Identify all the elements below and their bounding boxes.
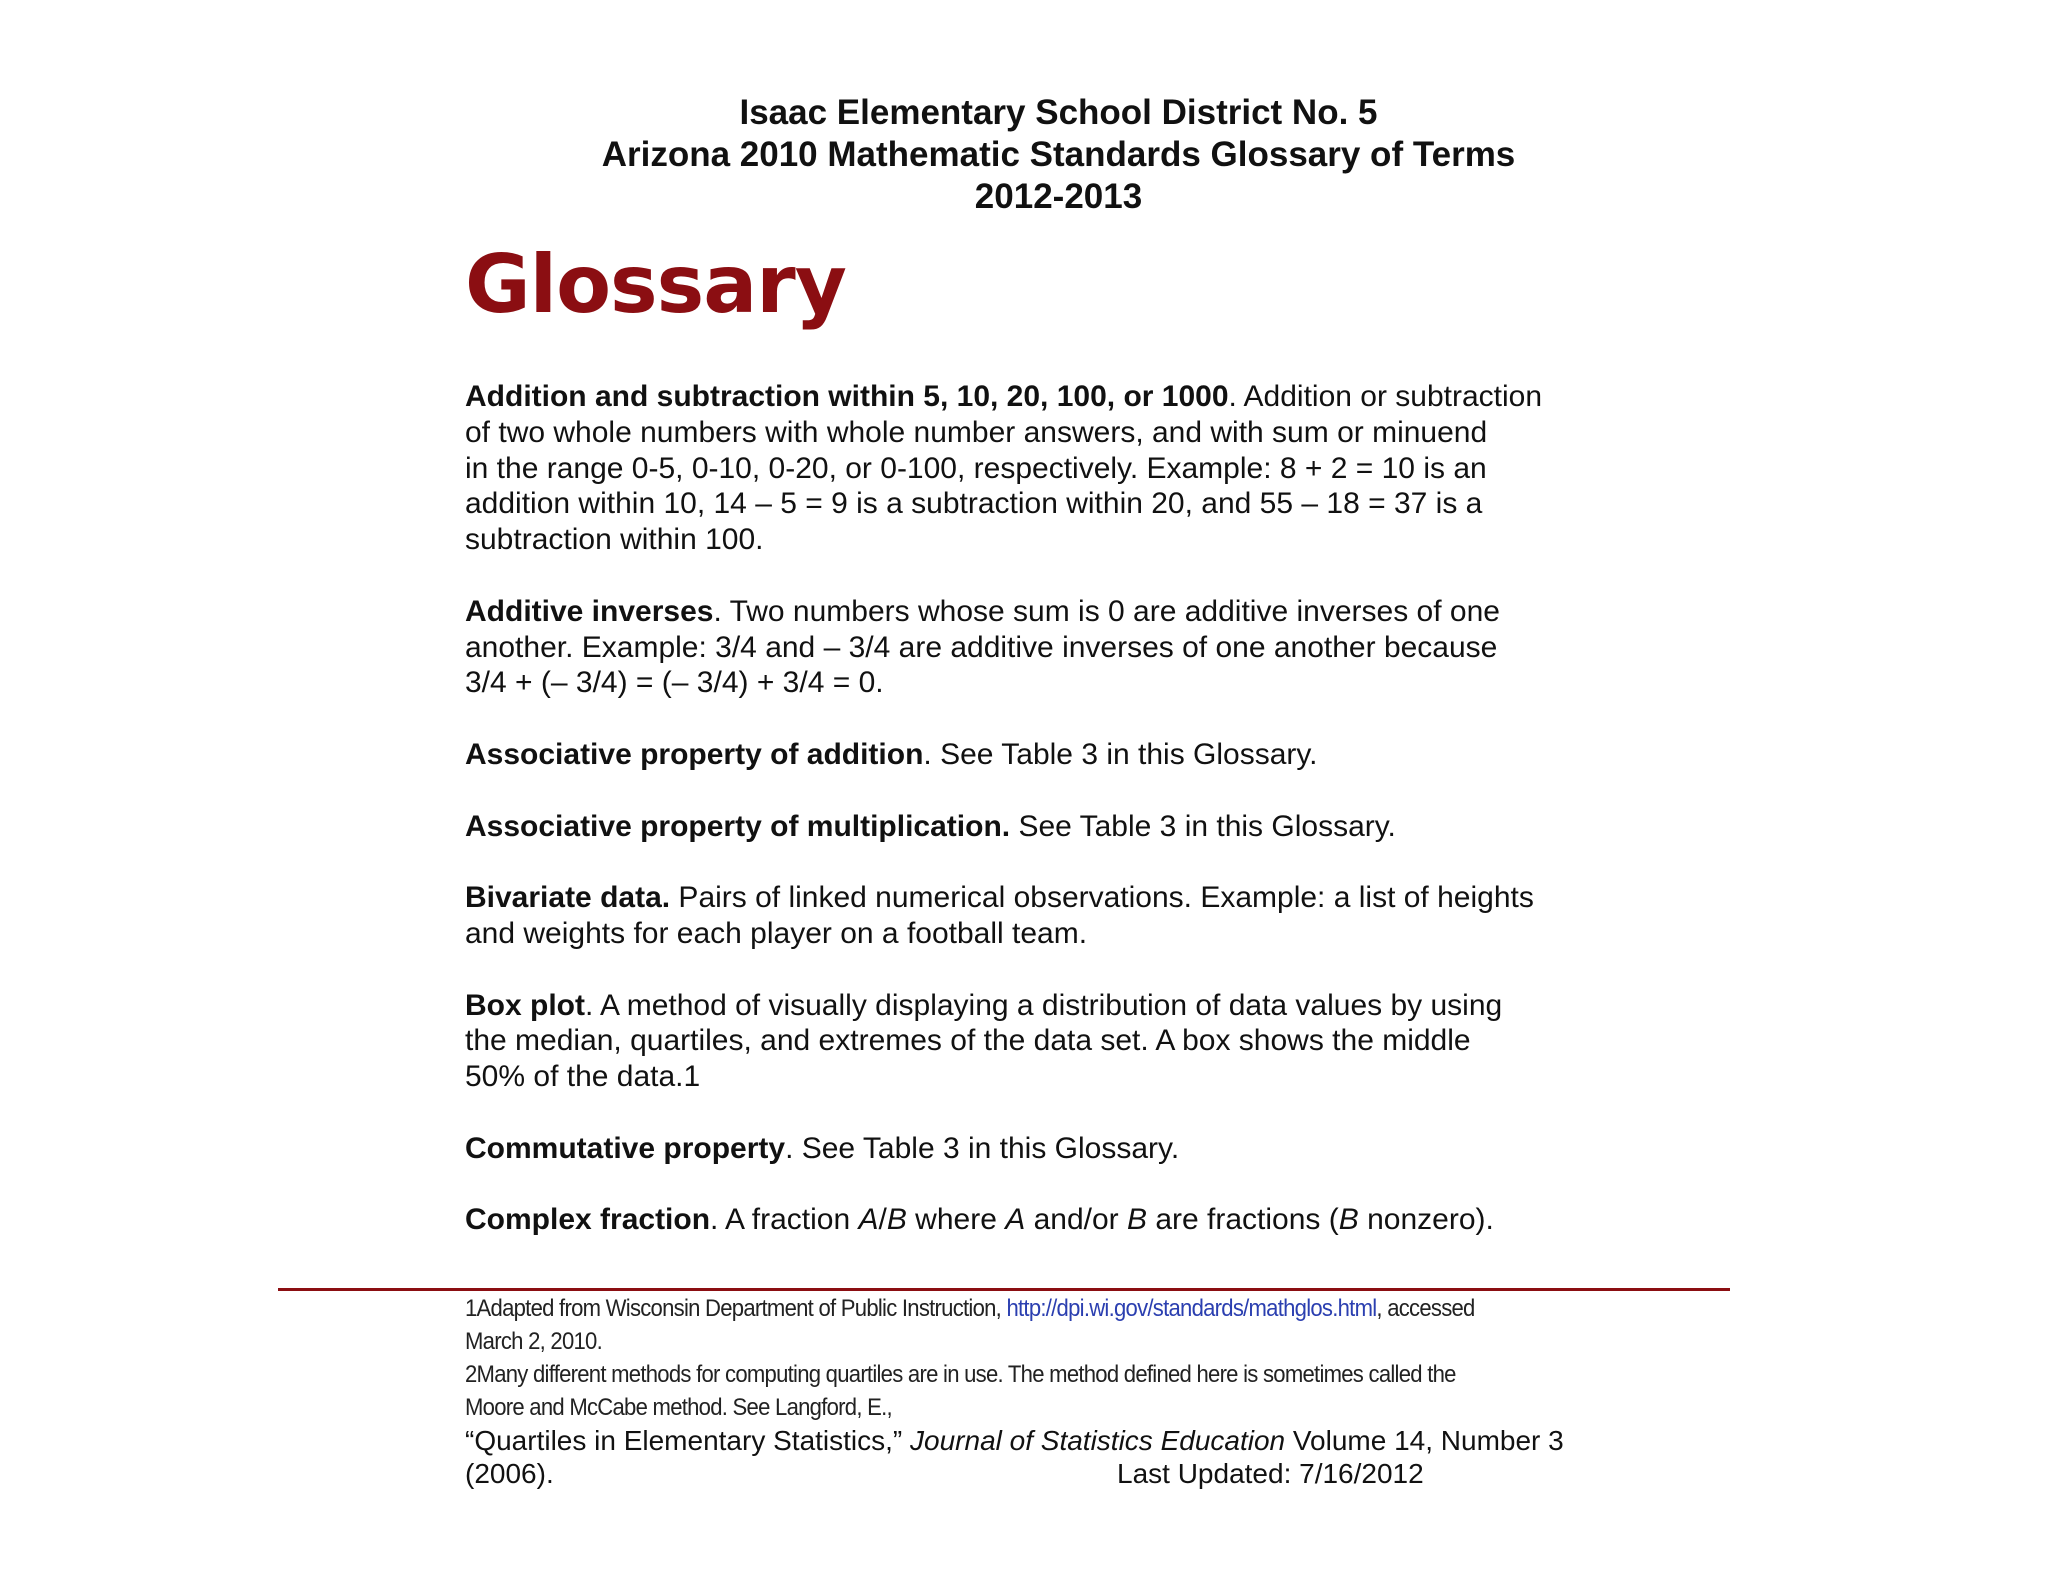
variable-b: B [886,1203,907,1237]
entry-complex-fraction [465,1202,1640,1238]
entry-text: subtraction within 100. [465,523,764,557]
entry-text: . See Table 3 in this Glossary. [923,737,1318,771]
page-title: Glossary [465,238,846,331]
entry-text: 50% of the data.1 [465,1060,701,1094]
entry-text: where [906,1203,1006,1237]
entry-text: another. Example: 3/4 and – 3/4 are additive inverses of one another because [465,630,1498,664]
footnote-link[interactable]: http://dpi.wi.gov/standards/mathglos.html [1006,1295,1377,1322]
glossary-entries [465,379,1640,1274]
footnote-divider [278,1288,1730,1291]
variable-a: A [858,1203,879,1237]
journal-title: Journal of Statistics Education [910,1425,1286,1456]
variable-b: B [1126,1203,1147,1237]
entry-term: Bivariate data. [465,881,671,915]
entry-text: See Table 3 in this Glossary. [1010,809,1396,843]
entry-text: are fractions ( [1147,1203,1339,1237]
entry-text: in the range 0-5, 0-10, 0-20, or 0-100, respectively. Example: 8 + 2 = 10 is an [465,451,1487,485]
entry-associative-addition [465,737,1640,773]
document-header [0,92,2048,218]
entry-text: / [878,1203,887,1237]
footnote-text: 2Many different methods for computing quartiles are in use. The method defined here is sometimes called the [465,1361,1456,1388]
entry-addition-subtraction [465,379,1640,558]
entry-term: Complex fraction [465,1203,711,1237]
school-year: 2012-2013 [974,177,1143,216]
district-name: Isaac Elementary School District No. 5 [739,93,1378,132]
entry-text: . Two numbers whose sum is 0 are additive inverses of one [713,594,1500,628]
footnote-2 [465,1358,1652,1424]
entry-term: Addition and subtraction within 5, 10, 20, 100, or 1000 [465,380,1229,413]
document-subtitle: Arizona 2010 Mathematic Standards Glossary of Terms [601,135,1516,174]
citation-year: (2006). [465,1458,554,1489]
variable-b: B [1338,1203,1359,1237]
footnote-text: March 2, 2010. [465,1328,602,1355]
entry-commutative-property [465,1131,1640,1167]
entry-text: 3/4 + (– 3/4) = (– 3/4) + 3/4 = 0. [465,666,884,700]
entry-term: Box plot [465,988,585,1022]
variable-a: A [1005,1203,1026,1237]
footnote-1 [465,1292,1652,1358]
entry-text: . See Table 3 in this Glossary. [785,1131,1180,1165]
entry-text: Pairs of linked numerical observations. Example: a list of heights [670,881,1534,915]
entry-text: . Addition or subtraction [1228,380,1543,413]
entry-text: nonzero). [1358,1203,1494,1237]
last-updated: Last Updated: 7/16/2012 [1117,1458,1424,1489]
entry-additive-inverses [465,594,1640,701]
entry-term: Associative property of multiplication. [465,809,1011,843]
entry-bivariate-data [465,880,1640,952]
footnote-text: , accessed [1376,1295,1475,1322]
footnote-text: Volume 14, Number 3 [1285,1425,1564,1456]
entry-text: and/or [1025,1203,1127,1237]
footnotes [465,1292,1665,1490]
entry-text: of two whole numbers with whole number answers, and with sum or minuend [465,415,1488,449]
entry-term: Additive inverses [465,594,714,628]
entry-term: Associative property of addition [465,737,924,771]
entry-text: addition within 10, 14 – 5 = 9 is a subtraction within 20, and 55 – 18 = 37 is a [465,487,1483,521]
entry-text: and weights for each player on a football team. [465,916,1088,950]
footnote-text: Moore and McCabe method. See Langford, E., [465,1394,892,1421]
footnote-text: “Quartiles in Elementary Statistics,” [465,1425,911,1456]
entry-box-plot [465,988,1640,1095]
entry-associative-multiplication [465,809,1640,845]
entry-text: . A fraction [710,1203,859,1237]
entry-text: the median, quartiles, and extremes of the data set. A box shows the middle [465,1024,1471,1058]
entry-text: . A method of visually displaying a distribution of data values by using [585,988,1503,1022]
entry-term: Commutative property [465,1131,786,1165]
footnote-citation [465,1424,1665,1490]
footnote-text: 1Adapted from Wisconsin Department of Public Instruction, [465,1295,1007,1322]
